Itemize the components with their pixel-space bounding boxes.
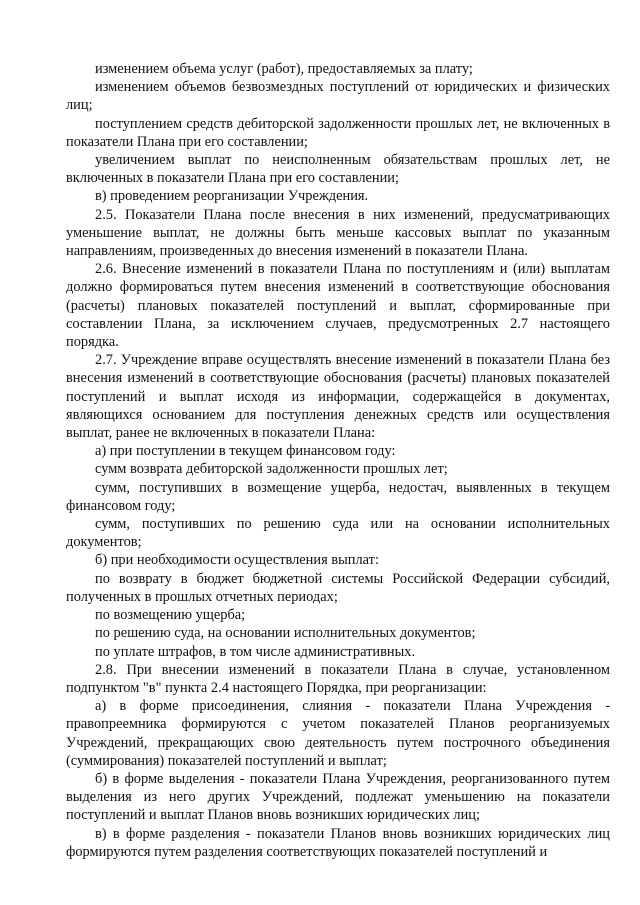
paragraph: поступлением средств дебиторской задолженности прошлых лет, не включенных в показатели Плана при его составлении; xyxy=(66,115,610,150)
document-page xyxy=(66,60,610,861)
paragraph: по возмещению ущерба; xyxy=(95,607,246,624)
paragraph: б) в форме выделения - показатели Плана Учреждения, реорганизованного путем выделения из него других Учреждений, подлежат уменьшению на показатели поступлений и выплат Планов вновь возникших юридических лиц; xyxy=(66,770,610,824)
paragraph: по возврату в бюджет бюджетной системы Российской Федерации субсидий, полученных в прошлых отчетных периодах; xyxy=(66,570,610,605)
paragraph: изменением объемов безвозмездных поступлений от юридических и физических лиц; xyxy=(66,79,610,114)
paragraph: сумм, поступивших по решению суда или на основании исполнительных документов; xyxy=(66,516,610,551)
paragraph: по уплате штрафов, в том числе административных. xyxy=(95,643,416,660)
paragraph: изменением объема услуг (работ), предоставляемых за плату; xyxy=(95,61,473,77)
paragraph: по решению суда, на основании исполнительных документов; xyxy=(95,625,476,642)
paragraph: в) в форме разделения - показатели Планов вновь возникших юридических лиц формируются путем разделения соответствующих показателей поступлений и xyxy=(66,825,610,860)
paragraph: 2.6. Внесение изменений в показатели Плана по поступлениям и (или) выплатам должно формироваться путем внесения изменений в соответствующие обоснования (расчеты) плановых показателей поступлений и выплат, сформированные при составлении Плана, за исключением случаев, предусмотренных 2.7 настоящего порядка. xyxy=(66,261,610,351)
paragraph: 2.7. Учреждение вправе осуществлять внесение изменений в показатели Плана без внесения изменений в соответствующие обоснования (расчеты) плановых показателей поступлений и выплат исходя из информации, содержащейся в документах, являющихся основанием для поступления денежных средств или осуществления выплат, ранее не включенных в показатели Плана: xyxy=(66,352,610,442)
paragraph: в) проведением реорганизации Учреждения. xyxy=(95,188,369,205)
paragraph: 2.8. При внесении изменений в показатели Плана в случае, установленном подпунктом "в" пункта 2.4 настоящего Порядка, при реорганизации: xyxy=(66,661,610,696)
paragraph: б) при необходимости осуществления выплат: xyxy=(95,552,379,569)
paragraph: а) при поступлении в текущем финансовом году: xyxy=(95,443,396,460)
paragraph: сумм возврата дебиторской задолженности прошлых лет; xyxy=(95,461,448,478)
paragraph: увеличением выплат по неисполненным обязательствам прошлых лет, не включенных в показатели Плана при его составлении; xyxy=(66,152,610,187)
paragraph: сумм, поступивших в возмещение ущерба, недостач, выявленных в текущем финансовом году; xyxy=(66,479,610,514)
paragraph: 2.5. Показатели Плана после внесения в них изменений, предусматривающих уменьшение выплат, не должны быть меньше кассовых выплат по указанным направлениям, произведенных до внесения изменений в показатели Плана. xyxy=(66,206,610,260)
paragraph: а) в форме присоединения, слияния - показатели Плана Учреждения - правопреемника формируются с учетом показателей Планов реорганизуемых Учреждений, прекращающих свою деятельность путем построчного объединения (суммирования) показателей поступлений и выплат; xyxy=(66,698,610,769)
